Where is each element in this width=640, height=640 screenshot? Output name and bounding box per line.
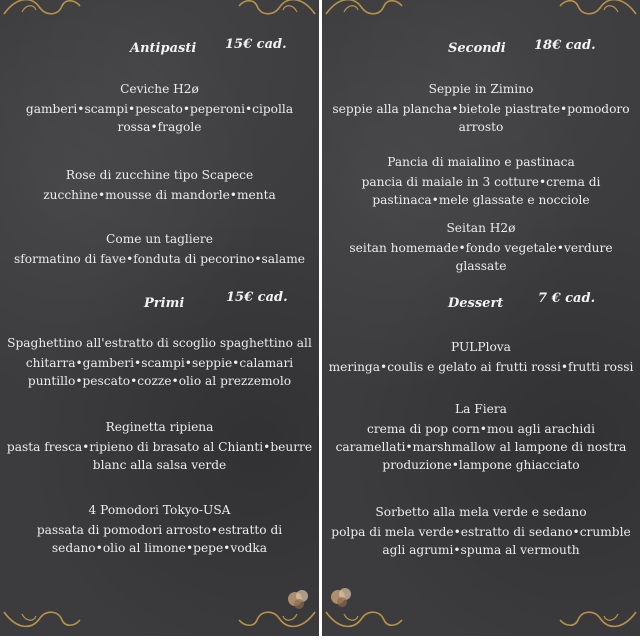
menu-item [0,334,319,390]
section-title-dessert: Dessert [448,296,504,311]
gold-flourish-icon [324,0,404,20]
dish-description: pancia di maiale in 3 cotture•crema di pastinaca•mele glassate e nocciole [361,175,601,207]
menu-item [0,80,319,136]
menu-panel-right [322,0,640,636]
dish-name: PULPlova [451,340,511,354]
dish-description: chitarra•gamberi•scampi•seppie•calamari puntillo•pescato•cozze•olio al prezzemolo [25,356,294,388]
menu-item [322,153,640,209]
section-title-secondi: Secondi [448,41,506,56]
menu-panel-left [0,0,319,636]
gold-flourish-icon [558,606,638,632]
dish-description: pasta fresca•ripieno di brasato al Chianti•beurre blanc alla salsa verde [6,440,313,472]
menu-item [322,80,640,136]
dish-name: Pancia di maialino e pastinaca [387,155,575,169]
menu-item [0,230,319,268]
gold-flourish-icon [237,0,317,20]
dish-description: passata di pomodori arrosto•estratto di sedano•olio al limone•pepe•vodka [36,523,283,555]
dish-name: 4 Pomodori Tokyo-USA [88,503,231,517]
dish-description: seppie alla plancha•bietole piastrate•pomodoro arrosto [332,102,630,134]
gold-flourish-icon [2,606,82,632]
dish-name: Reginetta ripiena [105,420,214,434]
section-price-primi: 15€ cad. [226,290,288,305]
section-title-primi: Primi [144,296,185,311]
dish-name: Seitan H2ø [446,221,516,235]
dish-description: sformatino di fave•fonduta di pecorino•salame [14,252,305,266]
gold-flourish-icon [237,606,317,632]
menu-item [0,501,319,557]
dish-name: Rose di zucchine tipo Scapece [65,168,254,182]
menu-item [0,418,319,474]
dish-name: Come un tagliere [106,232,213,246]
menu-item [0,166,319,204]
dish-name: Spaghettino all'estratto di scoglio spaghettino all [7,336,312,350]
gold-flourish-icon [2,0,82,20]
dish-name: Sorbetto alla mela verde e sedano [375,505,587,519]
section-price-secondi: 18€ cad. [534,38,596,53]
section-price-antipasti: 15€ cad. [225,37,287,52]
dish-description: gamberi•scampi•pescato•peperoni•cipolla rossa•fragole [25,102,294,134]
dish-description: crema di pop corn•mou agli arachidi caramellati•marshmallow al lampone di nostra produzione•lampone ghiacciato [335,422,627,472]
menu-item [322,219,640,275]
menu-item [322,400,640,474]
section-title-antipasti: Antipasti [130,41,197,56]
dish-name: Seppie in Zimino [428,82,534,96]
dish-name: La Fiera [455,402,507,416]
dish-name: Ceviche H2ø [120,82,199,96]
menu-item [322,338,640,376]
dish-description: polpa di mela verde•estratto di sedano•crumble agli agrumi•spuma al vermouth [331,525,631,557]
dish-description: meringa•coulis e gelato ai frutti rossi•frutti rossi [328,360,634,374]
gold-flourish-icon [324,606,404,632]
gold-flourish-icon [558,0,638,20]
menu-item [322,503,640,559]
dish-description: zucchine•mousse di mandorle•menta [43,188,276,202]
section-price-dessert: 7 € cad. [538,291,596,306]
dish-description: seitan homemade•fondo vegetale•verdure glassate [349,241,613,273]
